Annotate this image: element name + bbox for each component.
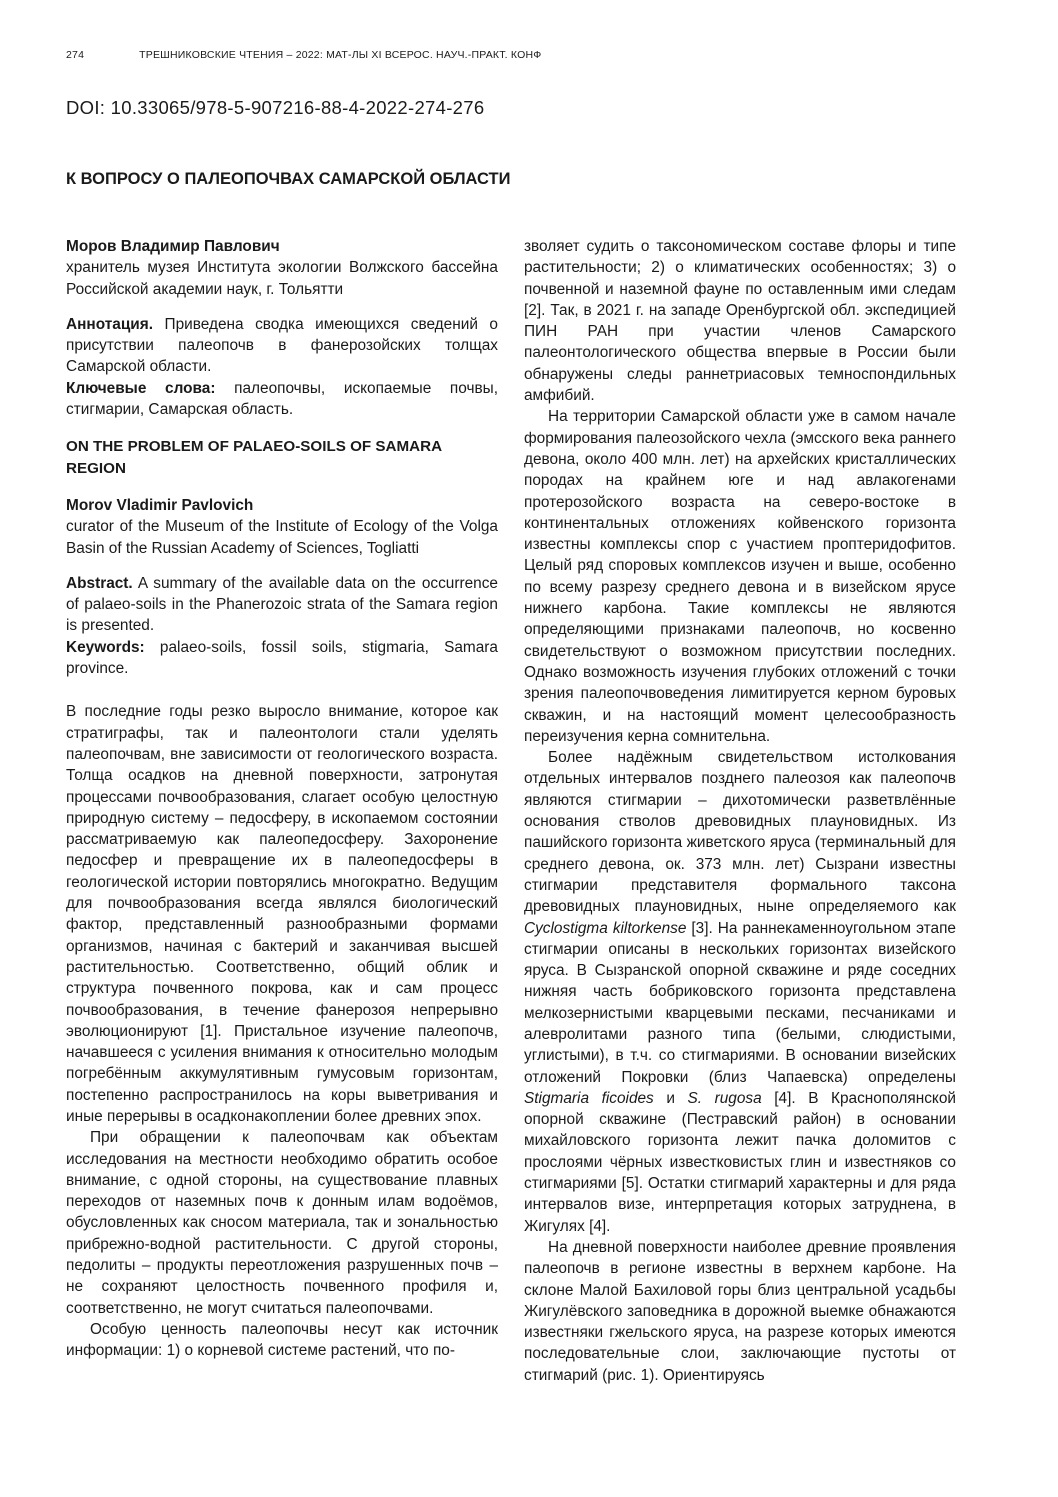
text-run: и xyxy=(653,1089,688,1107)
keywords-text-ru: палеопочвы, ископаемые почвы, стигмарии, Самарская область. xyxy=(66,379,498,419)
body-paragraph: На дневной поверхности наиболее древние проявления палеопочв в регионе известны в верхнем карбоне. На склоне Малой Бахиловой горы близ центральной усадьбы Жигулёвского заповедника в дорожной выемке обнажаются известняки гжельского яруса, на разрезе которых имеются последовательные слои, заключающие пустоты от стигмарий (рис. 1). Ориентируясь xyxy=(524,1238,956,1384)
author-name-ru: Моров Владимир Павлович xyxy=(66,238,280,255)
abstract-text-ru: Приведена сводка имеющихся сведений о присутствии палеопочв в фанерозойских толщах Самарской области. xyxy=(66,315,498,376)
abstract-en xyxy=(66,573,498,637)
taxon-name: Stigmaria ficoides xyxy=(524,1089,654,1107)
keywords-ru xyxy=(66,378,498,421)
taxon-name: Cyclostigma kiltorkense xyxy=(524,919,687,937)
taxon-name: S. rugosa xyxy=(687,1089,762,1107)
article-title: К ВОПРОСУ О ПАЛЕОПОЧВАХ САМАРСКОЙ ОБЛАСТИ xyxy=(66,170,511,188)
doi: DOI: 10.33065/978-5-907216-88-4-2022-274-276 xyxy=(66,97,485,118)
body-paragraph: На территории Самарской области уже в самом начале формирования палеозойского чехла (эмсского века раннего девона, около 400 млн. лет) на архейских кристаллических породах на крайнем юге и над авлакогенами протерозойского возраста на северо-востоке в континентальных отложениях койвенского горизонта известны комплексы спор с участием проптеридофитов. Целый ряд споровых комплексов изучен и выше, особенно по всему разрезу среднего девона и в визейском ярусе нижнего карбона. Такие комплексы не являются определяющими признаками палеопочв, но косвенно свидетельствуют о возможном присутствии последних. Однако возможность изучения глубоких отложений с точки зрения палеопочвоведения лимитируется керном буровых скважин, и на настоящий момент целесообразность переизучения керна сомнительна. xyxy=(524,408,956,745)
body-paragraph: При обращении к палеопочвам как объектам исследования на местности необходимо обратить особое внимание, с одной стороны, на существование плавных переходов от наземных почв к донным илам водоёмов, обусловленных как сносом материала, так и зональностью прибрежно-водной растительности. С другой стороны, педолиты – продукты переотложения разрушенных почв – не сохраняют целостность почвенного профиля и, соответственно, не могут считаться палеопочвами. xyxy=(66,1129,498,1317)
abstract-text-en: A summary of the available data on the occurrence of palaeo-soils in the Phanerozoic strata of the Samara region is presented. xyxy=(66,574,498,635)
body-paragraph: В последние годы резко выросло внимание, которое как стратиграфы, так и палеонтологи стали уделять палеопочвам, вне зависимости от геологического возраста. Толща осадков на дневной поверхности, затронутая процессами почвообразования, слагает особую целостную природную систему – педосферу, в ископаемом состоянии рассматриваемую как палеопедосферу. Захоронение педосфер и превращение их в палеопедосферы в геологической истории повторялись многократно. Ведущим для почвообразования всегда являлся биологический фактор, представленный разнообразными формами организмов, начиная с бактерий и заканчивая высшей растительностью. Соответственно, общий облик и структура почвенного покрова, как и сам процесс почвообразования, в течение фанерозоя непрерывно эволюционируют [1]. Пристальное изучение палеопочв, начавшееся с усиления внимания к относительно молодым погребённым аккумулятивным гумусовым горизонтам, постепенно распространилось на коры выветривания и иные перерывы в осадконакоплении более древних эпох. xyxy=(66,703,498,1125)
text-run: [3]. На раннекаменноугольном этапе стигмарии описаны в нескольких горизонтах визейского яруса. В Сызранской опорной скважине и ряде соседних нижняя часть бобриковского горизонта представлена мелкозернистыми кварцевыми песками, песчаниками и алевролитами разного типа (белыми, слюдистыми, углистыми), в т.ч. со стигмариями. В основании визейских отложений Покровки (близ Чапаевска) определены xyxy=(524,919,956,1086)
body-paragraph: Особую ценность палеопочвы несут как источник информации: 1) о корневой системе растений, что по- xyxy=(66,1320,498,1360)
running-title: ТРЕШНИКОВСКИЕ ЧТЕНИЯ – 2022: МАТ-ЛЫ XI ВСЕРОС. НАУЧ.-ПРАКТ. КОНФ xyxy=(139,49,542,61)
author-affiliation-ru: хранитель музея Института экологии Волжского бассейна Российской академии наук, г. Тольятти xyxy=(66,259,498,298)
abstract-label-en: Abstract. xyxy=(66,574,133,592)
title-en: ON THE PROBLEM OF PALAEO-SOILS OF SAMARA REGION xyxy=(66,438,442,477)
running-header xyxy=(66,49,541,61)
keywords-en xyxy=(66,637,498,680)
abstract-ru xyxy=(66,314,498,378)
abstract-label-ru: Аннотация. xyxy=(66,315,154,333)
author-name-en: Morov Vladimir Pavlovich xyxy=(66,496,254,514)
keywords-label-ru: Ключевые слова: xyxy=(66,379,216,397)
keywords-label-en: Keywords: xyxy=(66,638,145,656)
keywords-text-en: palaeo-soils, fossil soils, stigmaria, Samara province. xyxy=(66,638,498,678)
text-run: [4]. В Краснополянской опорной скважине (Пестравский район) в основании михайловского горизонта лежит пачка доломитов с прослоями чёрных известковистых глин и известняков со стигмариями [5]. Остатки стигмарий характерны и для ряда интервалов визе, интерпретация которых затруднена, в Жигулях [4]. xyxy=(524,1089,956,1235)
text-run: Более надёжным свидетельством истолкования отдельных интервалов позднего палеозоя как палеопочв являются стигмарии – дихотомически разветвлённые основания стволов древовидных плауновидных. Из пашийского горизонта живетского яруса (терминальный для среднего девона, ок. 373 млн. лет) Сызрани известны стигмарии представителя формального таксона древовидных плауновидных, ныне определяемого как xyxy=(524,749,956,916)
right-column xyxy=(524,236,956,1386)
author-affiliation-en: curator of the Museum of the Institute of Ecology of the Volga Basin of the Russian Academy of Sciences, Togliatti xyxy=(66,518,498,557)
page-number: 274 xyxy=(66,49,85,61)
body-paragraph xyxy=(524,747,956,1237)
body-paragraph: зволяет судить о таксономическом составе флоры и типе растительности; 2) о климатических особенностях; 3) о почвенной и наземной фауне по оставленным ими следам [2]. Так, в 2021 г. на западе Оренбургской обл. экспедицией ПИН РАН при участии членов Самарского палеонтологического общества впервые в России были обнаружены следы раннетриасовых темноспондильных амфибий. xyxy=(524,238,956,405)
left-column xyxy=(66,236,498,1362)
